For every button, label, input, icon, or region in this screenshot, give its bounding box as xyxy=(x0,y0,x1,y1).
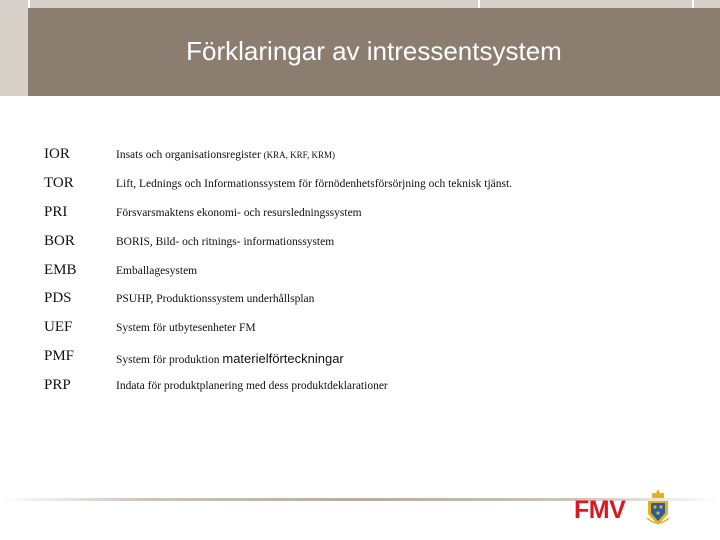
description-text: System för produktion xyxy=(116,354,220,367)
list-item xyxy=(44,348,694,377)
description-note: (KRA, KRF, KRM) xyxy=(263,150,335,160)
system-description: Lift, Lednings och Informationssystem för förnödenhetsförsörjning och teknisk tjänst. xyxy=(116,177,513,190)
list-item xyxy=(44,146,694,175)
system-description: Emballagesystem xyxy=(116,264,198,277)
logo-text: FMV xyxy=(574,496,626,524)
system-code: PMF xyxy=(44,348,75,365)
system-code: TOR xyxy=(44,174,74,191)
system-description: Försvarsmaktens ekonomi- och resursledningssystem xyxy=(116,206,362,219)
description-emphasis: materielförteckningar xyxy=(222,351,344,367)
strip-gap xyxy=(28,0,30,8)
system-description xyxy=(116,149,335,161)
system-description: PSUHP, Produktionssystem underhållsplan xyxy=(116,293,315,306)
description-text: Insats och organisationsregister xyxy=(116,149,261,161)
system-description: BORIS, Bild- och ritnings- informationssystem xyxy=(116,235,335,248)
strip-gap xyxy=(692,0,694,8)
system-description: Indata för produktplanering med dess produktdeklarationer xyxy=(116,380,388,393)
system-code: BOR xyxy=(44,232,75,249)
system-code: EMB xyxy=(44,261,77,278)
top-strip xyxy=(0,0,720,8)
list-item xyxy=(44,290,694,319)
list-item xyxy=(44,262,694,291)
list-item xyxy=(44,319,694,348)
list-item xyxy=(44,175,694,204)
system-description: System för utbytesenheter FM xyxy=(116,322,256,335)
crest-icon xyxy=(644,488,672,530)
system-code: UEF xyxy=(44,319,73,336)
system-description xyxy=(116,351,344,366)
list-item xyxy=(44,204,694,233)
strip-gap xyxy=(478,0,480,8)
slide-title: Förklaringar av intressentsystem xyxy=(186,36,562,66)
system-code: IOR xyxy=(44,146,70,162)
system-code: PRP xyxy=(44,377,71,394)
system-list xyxy=(44,146,694,406)
system-code: PRI xyxy=(44,203,68,220)
fmv-logo xyxy=(574,488,674,532)
list-item xyxy=(44,377,694,406)
system-code: PDS xyxy=(44,290,72,307)
list-item xyxy=(44,233,694,262)
header-side-block xyxy=(0,8,28,96)
